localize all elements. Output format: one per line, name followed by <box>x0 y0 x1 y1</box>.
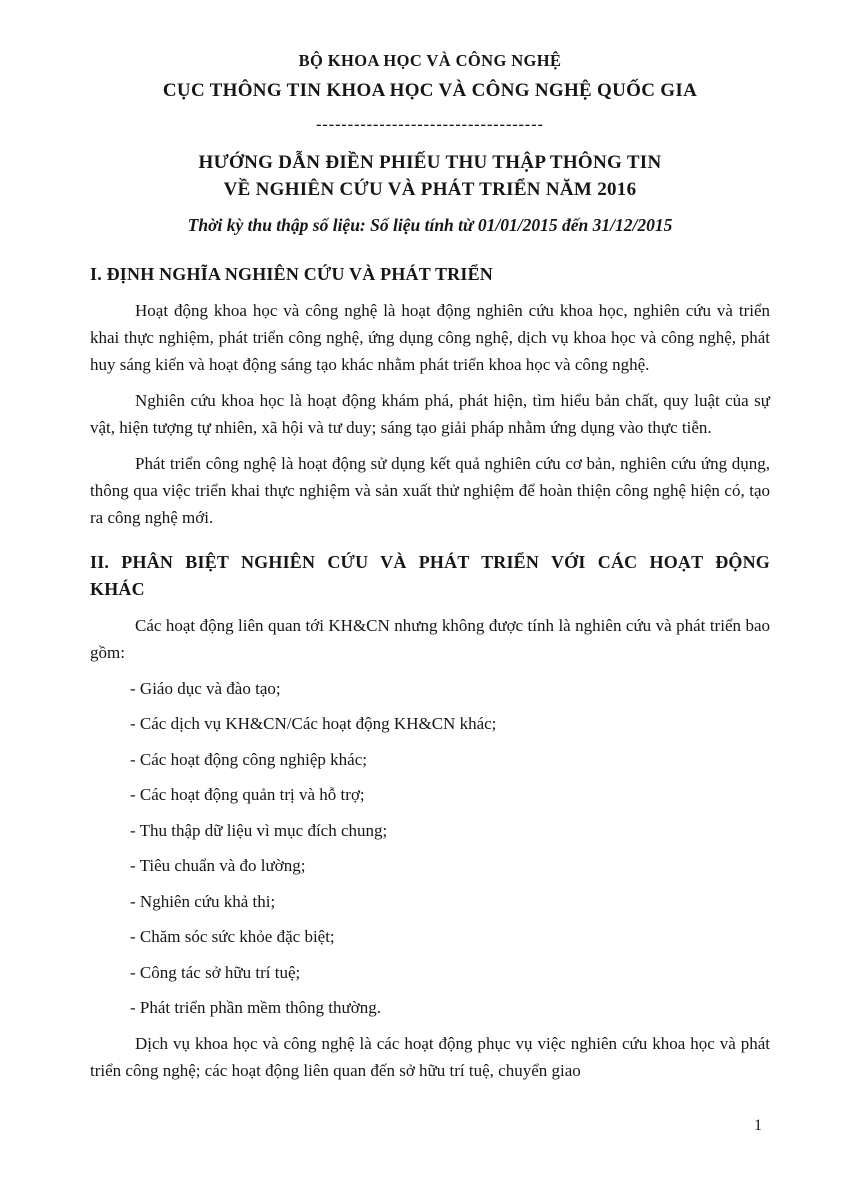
paragraph-technology-development-definition: Phát triển công nghệ là hoạt động sử dụng kết quả nghiên cứu cơ bản, nghiên cứu ứng dụng, thông qua việc triển khai thực nghiệm và sản xuất thử nghiệm để hoàn thiện công nghệ hiện có, tạo ra công nghệ mới. <box>90 454 770 527</box>
agency-name: CỤC THÔNG TIN KHOA HỌC VÀ CÔNG NGHỆ QUỐC GIA <box>162 80 698 101</box>
list-item-intellectual-property: - Công tác sở hữu trí tuệ; <box>130 962 301 982</box>
paragraph-st-services-definition: Dịch vụ khoa học và công nghệ là các hoạt động phục vụ việc nghiên cứu khoa học và phát triển công nghệ; các hoạt động liên quan đến sở hữu trí tuệ, chuyển giao <box>90 1034 770 1080</box>
list-item-education: - Giáo dục và đào tạo; <box>130 678 281 698</box>
paragraph-excluded-activities-intro: Các hoạt động liên quan tới KH&CN nhưng không được tính là nghiên cứu và phát triển bao gồm: <box>90 616 770 662</box>
paragraph-st-activity-definition: Hoạt động khoa học và công nghệ là hoạt động nghiên cứu khoa học, nghiên cứu và triển khai thực nghiệm, phát triển công nghệ, ứng dụng công nghệ, dịch vụ khoa học và công nghệ, phát huy sáng kiến và hoạt động sáng tạo khác nhằm phát triển khoa học và công nghệ. <box>90 301 770 374</box>
list-item-st-services: - Các dịch vụ KH&CN/Các hoạt động KH&CN khác; <box>130 714 497 733</box>
page-number: 1 <box>754 1117 762 1134</box>
section-1-heading: I. ĐỊNH NGHĨA NGHIÊN CỨU VÀ PHÁT TRIỂN <box>90 264 493 284</box>
data-period-note: Thời kỳ thu thập số liệu: Số liệu tính từ 01/01/2015 đến 31/12/2015 <box>187 215 673 235</box>
section-definitions <box>90 261 770 531</box>
list-item-data-collection: - Thu thập dữ liệu vì mục đích chung; <box>130 820 388 840</box>
paragraph-scientific-research-definition: Nghiên cứu khoa học là hoạt động khám phá, phát hiện, tìm hiểu bản chất, quy luật của sự vật, hiện tượng tự nhiên, xã hội và tư duy; sáng tạo giải pháp nhằm ứng dụng vào thực tiễn. <box>90 391 770 437</box>
list-item-routine-software: - Phát triển phần mềm thông thường. <box>130 998 381 1017</box>
list-item-admin-support: - Các hoạt động quản trị và hỗ trợ; <box>130 785 365 804</box>
section-2-heading: II. PHÂN BIỆT NGHIÊN CỨU VÀ PHÁT TRIỂN VỚI CÁC HOẠT ĐỘNG KHÁC <box>90 552 770 599</box>
document-title <box>90 149 770 203</box>
section-distinctions <box>90 549 770 1084</box>
document-header <box>90 50 770 237</box>
list-item-standards-metrology: - Tiêu chuẩn và đo lường; <box>130 856 306 875</box>
document-title-line-2: VỀ NGHIÊN CỨU VÀ PHÁT TRIỂN NĂM 2016 <box>223 179 637 200</box>
list-item-special-healthcare: - Chăm sóc sức khỏe đặc biệt; <box>130 927 335 946</box>
list-item-feasibility-study: - Nghiên cứu khả thi; <box>130 891 276 911</box>
ministry-name: BỘ KHOA HỌC VÀ CÔNG NGHỆ <box>298 51 562 70</box>
document-title-line-1: HƯỚNG DẪN ĐIỀN PHIẾU THU THẬP THÔNG TIN <box>198 152 662 173</box>
dashed-separator: ------------------------------------ <box>316 116 544 133</box>
list-item-other-industrial: - Các hoạt động công nghiệp khác; <box>130 749 367 769</box>
